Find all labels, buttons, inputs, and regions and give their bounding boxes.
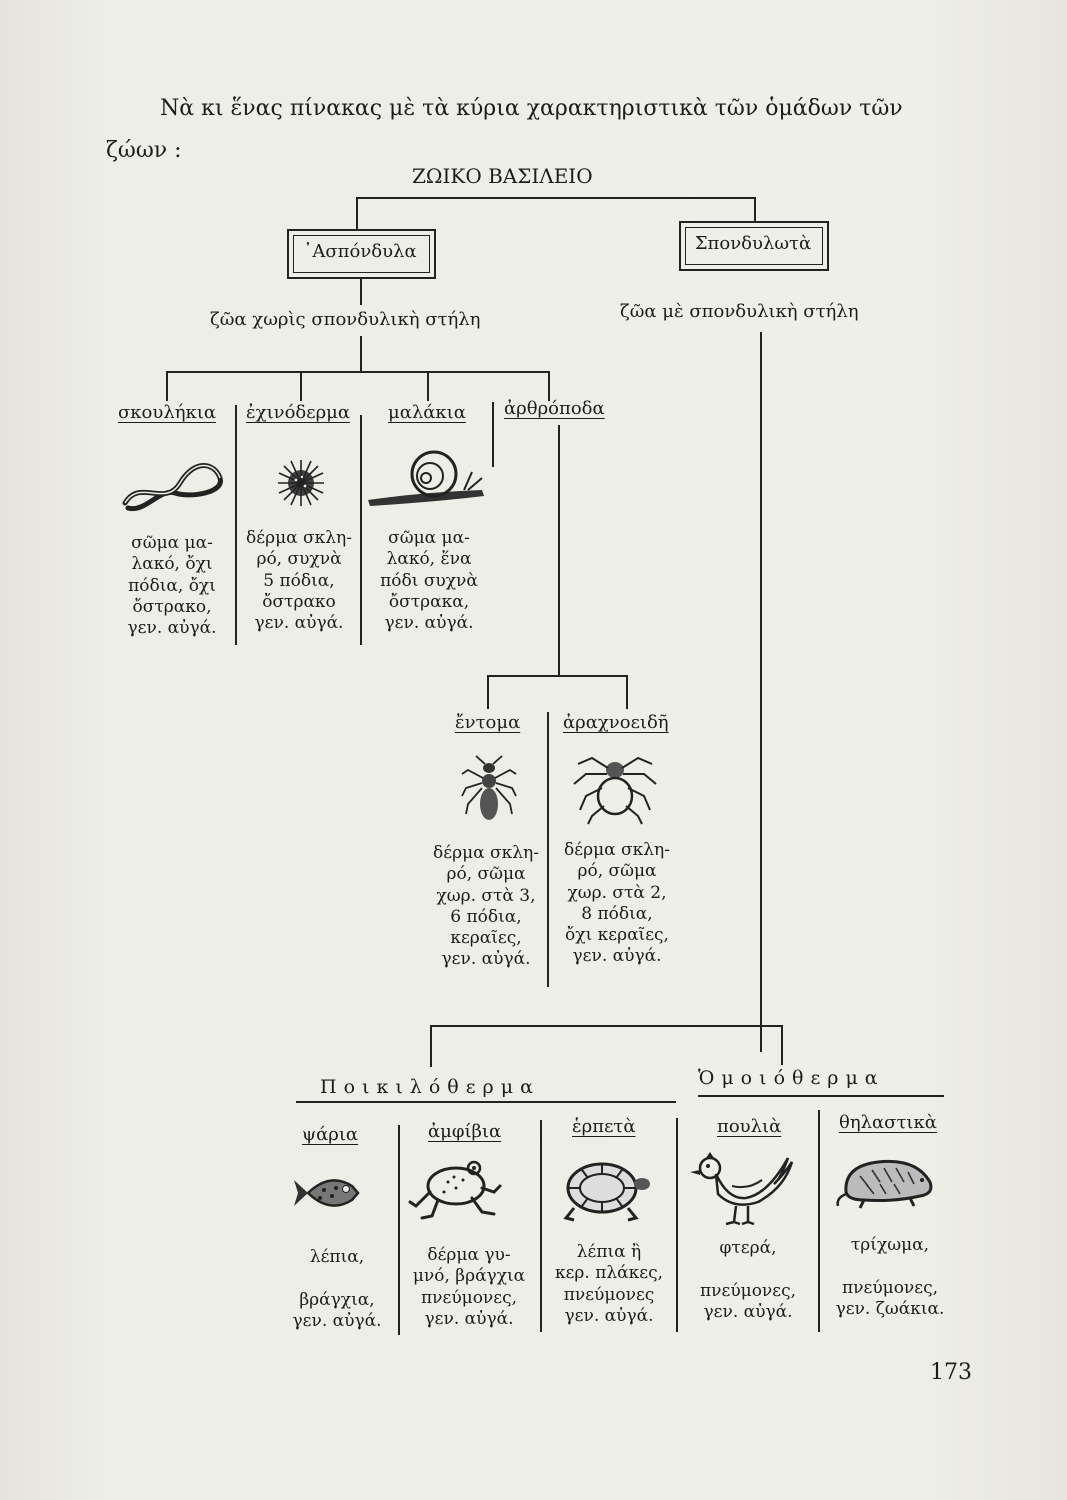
class-birds-name: πουλιὰ — [717, 1116, 782, 1137]
root-title: ΖΩΙΚΟ ΒΑΣΙΛΕΙΟ — [412, 164, 593, 188]
group-arthropods-name: ἀρθρόποδα — [504, 398, 605, 419]
class-amphibians-name: ἀμφίβια — [428, 1121, 502, 1142]
arthropod-arachnids-name: ἀραχνοειδῆ — [563, 712, 669, 733]
vertebrates-caption: ζῶα μὲ σπονδυλικὴ στήλη — [620, 301, 859, 322]
arthropod-insects-name: ἔντομα — [455, 712, 521, 733]
arthropod-arachnids-desc: δέρμα σκλη- ρό, σῶμα χωρ. στὰ 2, 8 πόδια, ὄχι κεραῖες, γεν. αὐγά. — [564, 840, 670, 967]
vertebrates-label: Σπονδυλωτὰ — [694, 233, 812, 254]
invertebrates-caption: ζῶα χωρὶς σπονδυλικὴ στήλη — [210, 309, 481, 330]
arthropod-insects-desc: δέρμα σκλη- ρό, σῶμα χωρ. στὰ 3, 6 πόδια, κεραῖες, γεν. αὐγά. — [433, 843, 539, 970]
group-molluscs-name: μαλάκια — [388, 402, 466, 423]
mammal-icon — [834, 1152, 942, 1210]
warm-blooded-label: Ὁμοιόθερμα — [698, 1067, 885, 1089]
insect-icon — [458, 756, 520, 826]
bird-icon — [688, 1150, 798, 1226]
class-fish-desc: λέπια, βράγχια, γεν. αὐγά. — [292, 1247, 382, 1331]
class-reptiles-desc: λέπια ἢ κερ. πλάκες, πνεύμονες γεν. αὐγά. — [554, 1242, 664, 1326]
worm-icon — [120, 458, 230, 518]
group-echinoderms-desc: δέρμα σκλη- ρό, συχνὰ 5 πόδια, ὄστρακο γεν. αὐγά. — [246, 528, 352, 633]
group-echinoderms-name: ἐχινόδερμα — [246, 402, 351, 423]
class-reptiles-name: ἑρπετὰ — [572, 1116, 636, 1137]
intro-line-2: ζώων : — [106, 138, 182, 163]
turtle-icon — [552, 1158, 656, 1224]
sea-urchin-icon — [276, 458, 326, 508]
frog-icon — [408, 1152, 502, 1222]
group-molluscs-desc: σῶμα μα- λακό, ἕνα πόδι συχνὰ ὄστρακα, γεν. αὐγά. — [380, 528, 478, 633]
cold-blooded-label: Ποικιλόθερμα — [320, 1076, 540, 1098]
intro-line-1: Νὰ κι ἕνας πίνακας μὲ τὰ κύρια χαρακτηριστικὰ τῶν ὁμάδων τῶν — [160, 96, 903, 121]
class-fish-name: ψάρια — [302, 1124, 359, 1145]
class-birds-desc: φτερά, πνεύμονες, γεν. αὐγά. — [700, 1238, 796, 1322]
class-mammals-name: θηλαστικὰ — [839, 1112, 937, 1133]
group-worms-name: σκουλήκια — [118, 402, 216, 423]
snail-icon — [364, 450, 488, 508]
invertebrates-label: ᾿Ασπόνδυλα — [303, 241, 417, 262]
group-worms-desc: σῶμα μα- λακό, ὄχι πόδια, ὄχι ὄστρακο, γεν. αὐγά. — [127, 533, 217, 638]
class-mammals-desc: τρίχωμα, πνεύμονες, γεν. ζωάκια. — [835, 1235, 945, 1319]
fish-icon — [292, 1168, 370, 1218]
spider-icon — [572, 754, 658, 824]
page-number: 173 — [930, 1360, 972, 1385]
class-amphibians-desc: δέρμα γυ- μνό, βράγχια πνεύμονες, γεν. αὐγά. — [412, 1245, 526, 1329]
